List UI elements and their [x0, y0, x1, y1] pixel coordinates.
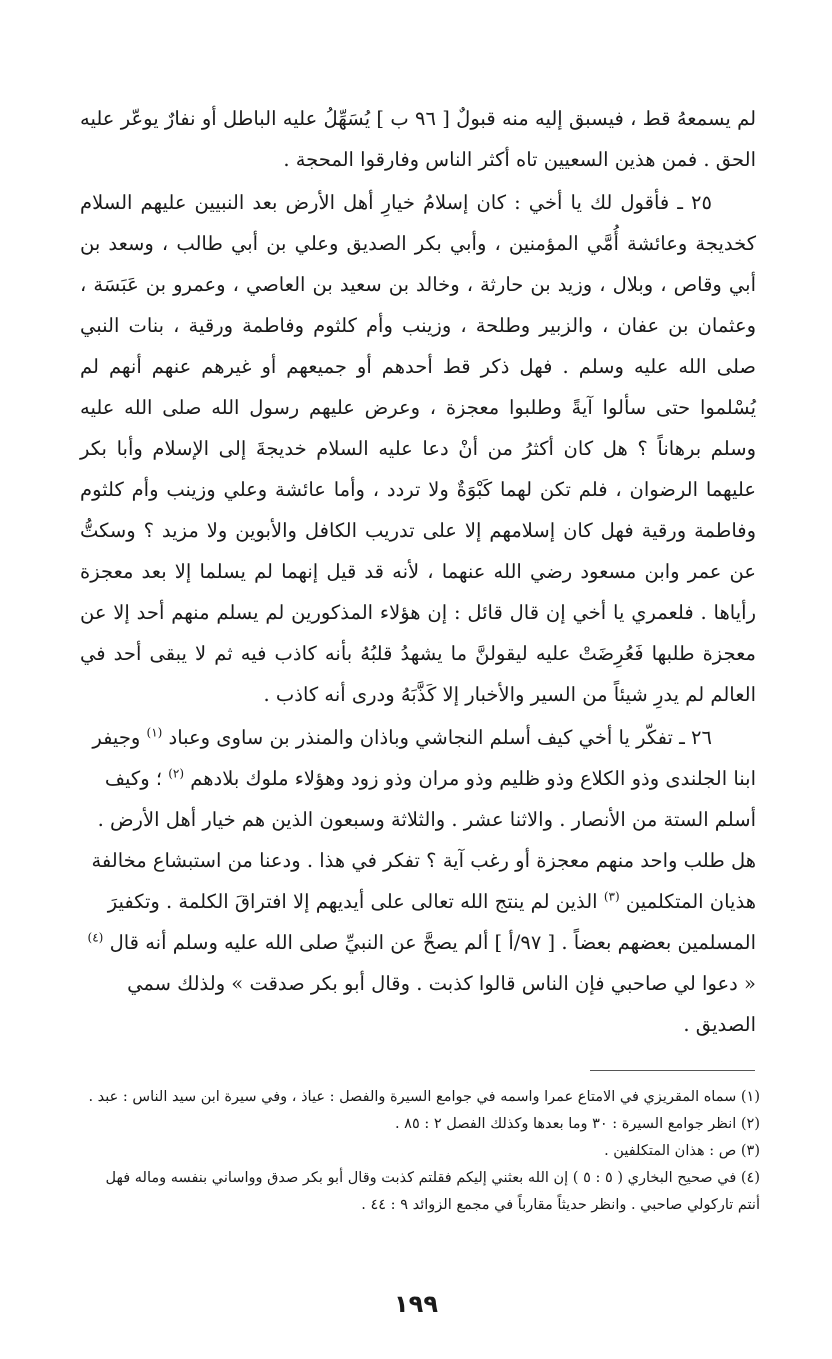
page-number: ١٩٩ [394, 1290, 438, 1318]
paragraph-25: ٢٥ ـ فأقول لك يا أخي : كان إسلامُ خيارِ أهل الأرض بعد النبيين عليهم السلام كخديجة وعائشة أُمَّي المؤمنين ، وأبي بكر الصديق وعلي بن أبي طالب ، وسعد بن أبي وقاص ، وبلال ، وزيد بن حارثة ، وخالد بن سعيد بن العاصي ، وعمرو بن عَبَسَة ، وعثمان بن عفان ، والزبير وطلحة ، وزينب وأم كلثوم وفاطمة ورقية ، بنات النبي صلى الله عليه وسلم . فهل ذكر قط أحدهم أو جميعهم أو غيرهم عنهم أنهم لم يُسْلموا حتى سألوا آيةً وطلبوا معجزة ، وعرض عليهم رسول الله صلى الله عليه وسلم برهاناً ؟ هل كان أكثرُ من أنْ دعا عليه السلام خديجةَ إلى الإسلام وأبا بكر عليهما الرضوان ، فلم تكن لهما كَبْوَةٌ ولا تردد ، وأما عائشة وعلي وزينب وأم كلثوم وفاطمة ورقية فهل كان إسلامهم إلا على تدريب الكافل والأبوين ولا مزيد ؟ وسكتُّ عن عمر وابن مسعود رضي الله عنهما ، لأنه قد قيل إنهما لم يسلما إلا بعد معجزة رأياها . فلعمري يا أخي إن قال قائل : إن هؤلاء المذكورين لم يسلم منهم أحد إلا عن معجزة طلبها فَعُرِضَتْ عليه ليقولنَّ ما يشهدُ قلبُهُ بأنه كاذب فيه ثم لا يبقى أحد في العالم لم يدرِ شيئاً من السير والأخبار إلا كَذَّبَهُ ودرى أنه كاذب . [80, 191, 756, 706]
footnote-ref-1: (١) [146, 725, 163, 740]
footnote-1: (١) سماه المقريزي في الامتاع عمرا واسمه في جوامع السيرة والفصل : عياذ ، وفي سيرة ابن سيد الناس : عبد . [88, 1089, 760, 1105]
paragraph-26-part-4: الذين لم ينتج الله تعالى على أيديهم إلا افتراقَ الكلمة . وتكفيرَ المسلمين بعضهم بعضاً . [ ٩٧/أ ] ألم يصحَّ عن النبيِّ صلى الله عليه وسلم أنه قال [107, 890, 756, 954]
footnote-3: (٣) ص : هذان المتكلفين . [604, 1143, 760, 1159]
footnote-4: (٤) في صحيح البخاري ( ٥ : ٥ ) إن الله بعثني إليكم فقلتم كذبت وقال أبو بكر صدق وواساني بنفسه وماله فهل أنتم تاركولي صاحبي . وانظر حديثاً مقارباً في مجمع الزوائد ٩ : ٤٤ . [105, 1170, 760, 1213]
footnote-ref-4: (٤) [87, 930, 104, 945]
paragraph-26-part-3: ؛ وكيف أسلم الستة من الأنصار . والاثنا عشر . والثلاثة وسبعون الذين هم خيار أهل الأرض . هل طلب واحد منهم معجزة أو رغب آية ؟ تفكر في هذا . ودعنا من استبشاع مخالفة هذيان المتكلمين [91, 767, 756, 913]
paragraph-26-part-5: « دعوا لي صاحبي فإن الناس قالوا كذبت . وقال أبو بكر صدقت » ولذلك سمي الصديق . [127, 972, 756, 1036]
footnote-ref-3: (٣) [603, 889, 620, 904]
footnotes [80, 1084, 760, 1219]
main-text [80, 98, 756, 1045]
paragraph-continuation: لم يسمعهُ قط ، فيسبق إليه منه قبولٌ [ ٩٦ ب ] يُسَهِّلُ عليه الباطل أو نفارٌ يوعّر عليه الحق . فمن هذين السعيين تاه أكثر الناس وفارقوا المحجة . [80, 107, 757, 171]
paragraph-26 [80, 717, 756, 1045]
footnote-divider [590, 1070, 755, 1071]
paragraph-26-part-1: ٢٦ ـ تفكّر يا أخي كيف أسلم النجاشي وباذان والمنذر بن ساوى وعباد [168, 726, 712, 749]
footnote-ref-2: (٢) [168, 766, 185, 781]
paragraph-26-part-2: وجيفر ابنا الجلندى وذو الكلاع وذو ظليم وذو مران وذو زود وهؤلاء ملوك بلادهم [92, 726, 756, 790]
footnote-2: (٢) انظر جوامع السيرة : ٣٠ وما بعدها وكذلك الفصل ٢ : ٨٥ . [394, 1116, 760, 1132]
